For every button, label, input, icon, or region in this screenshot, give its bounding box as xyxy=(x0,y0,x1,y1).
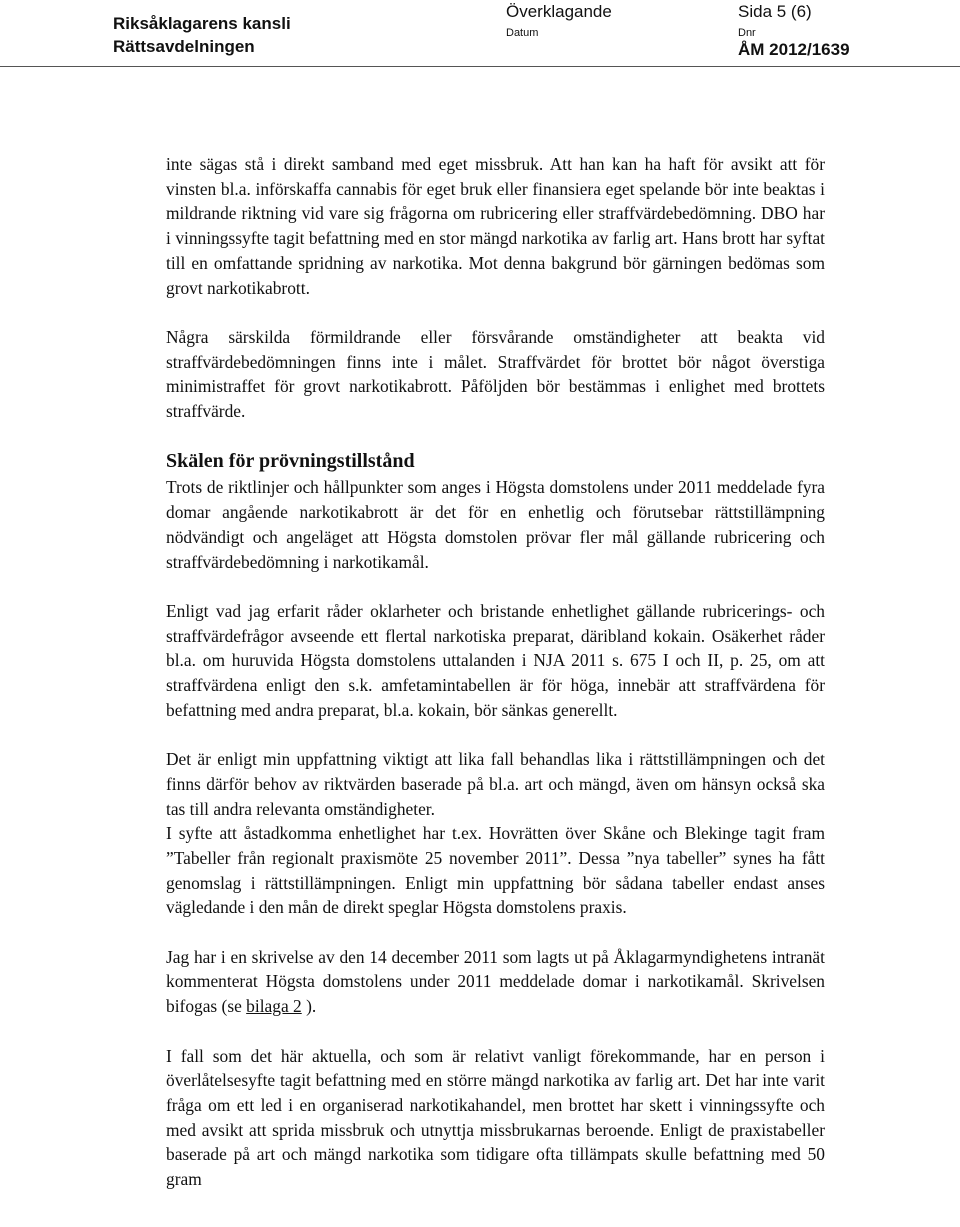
paragraph-3: Trots de riktlinjer och hållpunkter som anges i Högsta domstolens under 2011 meddelade fyra domar angående narkotikabrott är det för en enhetlig och förutsebar rättstillämpning nödvändigt och angeläget att Högsta domstolen prövar fler mål gällande rubricering och straffvärdebedömning i narkotikamål. xyxy=(166,477,825,572)
paragraph-4: Enligt vad jag erfarit råder oklarheter och bristande enhetlighet gällande rubricerings- och straffvärdefrågor avseende ett flertal narkotiska preparat, däribland kokain. Osäkerhet råder bl.a. om huruvida Högsta domstolens uttalanden i NJA 2011 s. 675 I och II, p. 25, om att straffvärdena enligt den s.k. amfetamintabellen är för höga, innebär att straffvärdena för befattning med andra preparat, bl.a. kokain, bör sänkas generellt. xyxy=(166,600,825,720)
organization-name: Riksåklagarens kansli xyxy=(113,14,291,33)
paragraph-1: inte sägas stå i direkt samband med eget missbruk. Att han kan ha haft för avsikt att för vinsten bl.a. införskaffa cannabis för eget bruk eller finansiera eget spelande bör inte beaktas i mildrande riktning vid vare sig frågorna om rubricering eller straffvärdebedömning. DBO har i vinningssyfte tagit befattning med en stor mängd narkotika av farlig art. Hans brott har syftat till en omfattande spridning av narkotika. Mot denna bakgrund bör gärningen bedömas som grovt narkotikabrott. xyxy=(166,154,825,298)
document-body xyxy=(166,152,825,1216)
paragraph-6 xyxy=(166,945,825,1019)
header-divider xyxy=(0,66,960,67)
datum-label: Datum xyxy=(506,27,539,39)
case-number: ÅM 2012/1639 xyxy=(738,40,850,59)
document-type: Överklagande xyxy=(506,2,612,21)
paragraph-6-end: ). xyxy=(301,996,317,1017)
dnr-label: Dnr xyxy=(738,27,756,39)
paragraph-7: I fall som det här aktuella, och som är relativt vanligt förekommande, har en person i överlåtelsesyfte tagit befattning med en större mängd narkotika av farlig art. Det har inte varit fråga om ett led i en organiserad narkotikahandel, men brottet har skett i vinningssyfte och med avsikt att sprida missbruk och utnyttja missbrukarnas beroende. Enligt de praxistabeller baserade på art och mängd narkotika som tidigare ofta tillämpats skulle befattning med 50 gram xyxy=(166,1045,825,1190)
page-number: Sida 5 (6) xyxy=(738,2,812,21)
paragraph-5 xyxy=(166,747,825,920)
department-name: Rättsavdelningen xyxy=(113,37,255,56)
paragraph-6-text: Jag har i en skrivelse av den 14 december 2011 som lagts ut på Åklagarmyndighetens intranät kommenterat Högsta domstolens under 2011 meddelade domar i narkotikamål. Skrivelsen bifogas (se xyxy=(166,946,825,1017)
paragraph-2: Några särskilda förmildrande eller försvårande omständigheter att beakta vid straffvärdebedömningen finns inte i målet. Straffvärdet för brottet bör något överstiga minimistraffet för grovt narkotikabrott. Påföljden bör bestämmas i enlighet med brottets straffvärde. xyxy=(166,326,825,422)
section-heading: Skälen för prövningstillstånd xyxy=(166,450,415,473)
paragraph-5a: Det är enligt min uppfattning viktigt att lika fall behandlas lika i rättstillämpningen och det finns därför behov av riktvärden baserade på bl.a. art och mängd, även om hänsyn också ska tas till andra relevanta omständigheter. xyxy=(166,749,825,819)
page-header xyxy=(0,0,960,70)
appendix-link[interactable]: bilaga 2 xyxy=(246,996,302,1017)
paragraph-5b: I syfte att åstadkomma enhetlighet har t.ex. Hovrätten över Skåne och Blekinge tagit fram ”Tabeller från regionalt praxismöte 25 november 2011”. Dessa ”nya tabeller” synes ha fått genomslag i rättstillämpningen. Enligt min uppfattning bör sådana tabeller endast anses vägledande i den mån de direkt speglar Högsta domstolens praxis. xyxy=(166,823,825,918)
